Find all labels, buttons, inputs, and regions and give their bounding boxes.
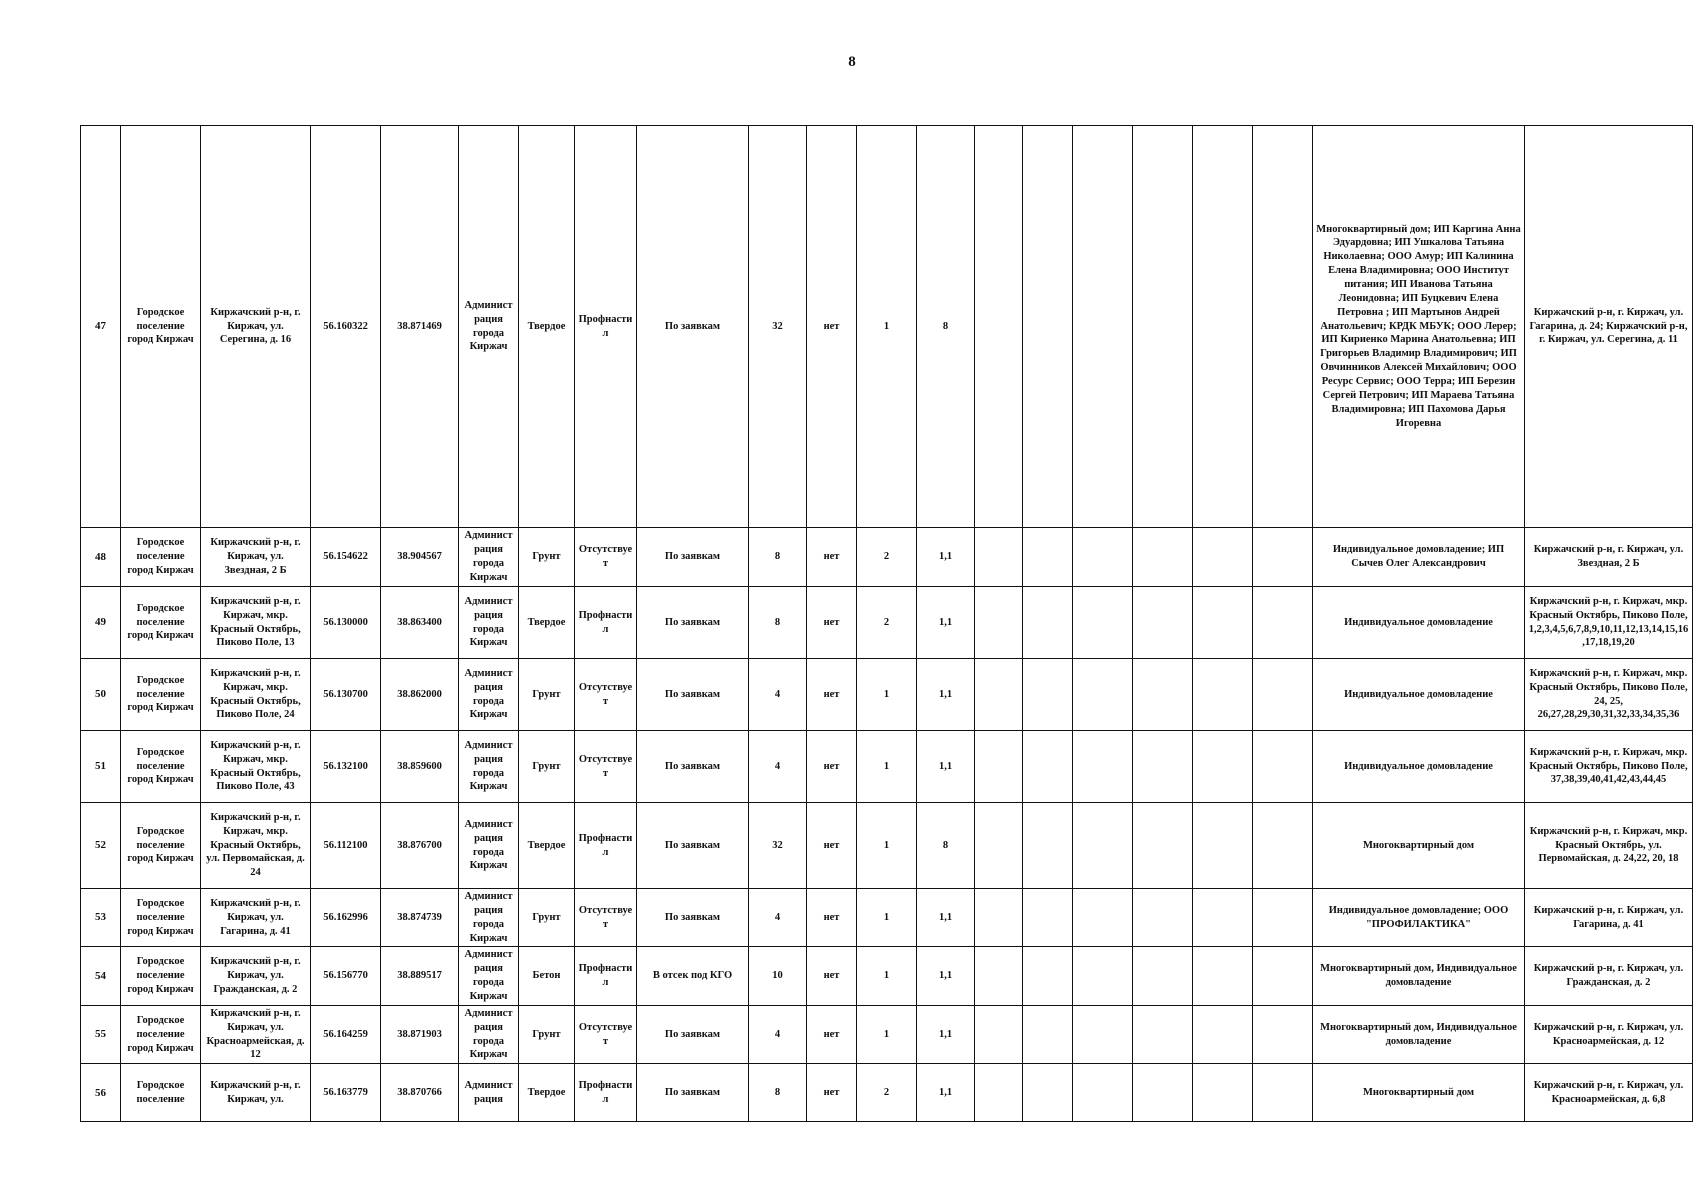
fence-cell: Отсутствует	[575, 528, 637, 587]
empty-cell	[975, 659, 1023, 731]
fence-cell: Профнастил	[575, 126, 637, 528]
address-cell: Киржачский р-н, г. Киржач, ул. Красноармейская, д. 12	[201, 1005, 311, 1063]
container-count-cell: 1	[857, 659, 917, 731]
surface-cell: Грунт	[519, 1005, 575, 1063]
settlement-cell: Городское поселение город Киржач	[121, 587, 201, 659]
empty-cell	[1073, 731, 1133, 803]
fence-cell: Отсутствует	[575, 731, 637, 803]
empty-cell	[1253, 731, 1313, 803]
schedule-cell: По заявкам	[637, 1064, 749, 1122]
empty-cell	[1073, 659, 1133, 731]
owner-cell: Администрация города Киржач	[459, 889, 519, 947]
row-number: 48	[81, 528, 121, 587]
empty-cell	[1023, 889, 1073, 947]
served-addresses-cell: Киржачский р-н, г. Киржач, ул. Звездная, 2 Б	[1525, 528, 1693, 587]
longitude-cell: 38.871469	[381, 126, 459, 528]
empty-cell	[1193, 803, 1253, 889]
settlement-cell: Городское поселение	[121, 1064, 201, 1122]
address-cell: Киржачский р-н, г. Киржач, ул. Гагарина, д. 41	[201, 889, 311, 947]
waste-sources-cell: Индивидуальное домовладение	[1313, 659, 1525, 731]
extra-cell: нет	[807, 659, 857, 731]
latitude-cell: 56.130000	[311, 587, 381, 659]
empty-cell	[1133, 587, 1193, 659]
fence-cell: Отсутствует	[575, 889, 637, 947]
surface-cell: Грунт	[519, 889, 575, 947]
row-number: 53	[81, 889, 121, 947]
empty-cell	[1073, 889, 1133, 947]
row-number: 52	[81, 803, 121, 889]
extra-cell: нет	[807, 731, 857, 803]
fence-cell: Профнастил	[575, 1064, 637, 1122]
waste-sources-cell: Многоквартирный дом; ИП Каргина Анна Эдуардовна; ИП Ушкалова Татьяна Николаевна; ООО Амур; ИП Калинина Елена Владимировна; ООО Институт питания; ИП Иванова Татьяна Леонидовна; ИП Буцкевич Елена Петровна ; ИП Мартынов Андрей Анатольевич; КРДК МБУК; ООО Лерер; ИП Кириенко Марина Анатольевна; ИП Григорьев Владимир Владимирович; ИП Овчинников Алексей Михайлович; ООО Ресурс Сервис; ООО Терра; ИП Березин Сергей Петрович; ИП Мараева Татьяна Владимировна; ИП Пахомова Дарья Игоревна	[1313, 126, 1525, 528]
address-cell: Киржачский р-н, г. Киржач, ул. Звездная, 2 Б	[201, 528, 311, 587]
longitude-cell: 38.889517	[381, 947, 459, 1005]
latitude-cell: 56.160322	[311, 126, 381, 528]
row-number: 47	[81, 126, 121, 528]
empty-cell	[1253, 528, 1313, 587]
extra-cell: нет	[807, 1064, 857, 1122]
empty-cell	[1073, 1064, 1133, 1122]
empty-cell	[975, 1064, 1023, 1122]
container-count-cell: 1	[857, 1005, 917, 1063]
empty-cell	[975, 947, 1023, 1005]
table-row	[81, 1005, 1693, 1063]
capacity-cell: 32	[749, 803, 807, 889]
waste-sources-cell: Многоквартирный дом, Индивидуальное домовладение	[1313, 947, 1525, 1005]
waste-sites-table	[80, 125, 1693, 1122]
schedule-cell: По заявкам	[637, 731, 749, 803]
container-volume-cell: 1,1	[917, 1005, 975, 1063]
container-volume-cell: 1,1	[917, 731, 975, 803]
empty-cell	[1023, 1064, 1073, 1122]
schedule-cell: По заявкам	[637, 659, 749, 731]
empty-cell	[1073, 1005, 1133, 1063]
page-number: 8	[848, 54, 856, 70]
address-cell: Киржачский р-н, г. Киржач, мкр. Красный Октябрь, Пиково Поле, 24	[201, 659, 311, 731]
served-addresses-cell: Киржачский р-н, г. Киржач, мкр. Красный Октябрь, Пиково Поле, 37,38,39,40,41,42,43,44,45	[1525, 731, 1693, 803]
capacity-cell: 8	[749, 528, 807, 587]
row-number: 50	[81, 659, 121, 731]
fence-cell: Профнастил	[575, 587, 637, 659]
empty-cell	[1023, 659, 1073, 731]
address-cell: Киржачский р-н, г. Киржач, ул.	[201, 1064, 311, 1122]
empty-cell	[1133, 1064, 1193, 1122]
address-cell: Киржачский р-н, г. Киржач, ул. Гражданская, д. 2	[201, 947, 311, 1005]
address-cell: Киржачский р-н, г. Киржач, мкр. Красный Октябрь, Пиково Поле, 43	[201, 731, 311, 803]
served-addresses-cell: Киржачский р-н, г. Киржач, ул. Гагарина, д. 24; Киржачский р-н, г. Киржач, ул. Серегина, д. 11	[1525, 126, 1693, 528]
empty-cell	[1073, 803, 1133, 889]
settlement-cell: Городское поселение город Киржач	[121, 889, 201, 947]
schedule-cell: По заявкам	[637, 1005, 749, 1063]
empty-cell	[1023, 803, 1073, 889]
surface-cell: Грунт	[519, 528, 575, 587]
surface-cell: Грунт	[519, 731, 575, 803]
served-addresses-cell: Киржачский р-н, г. Киржач, мкр. Красный Октябрь, ул. Первомайская, д. 24,22, 20, 18	[1525, 803, 1693, 889]
capacity-cell: 4	[749, 1005, 807, 1063]
owner-cell: Администрация города Киржач	[459, 126, 519, 528]
empty-cell	[1023, 947, 1073, 1005]
extra-cell: нет	[807, 528, 857, 587]
empty-cell	[1133, 947, 1193, 1005]
waste-sources-cell: Индивидуальное домовладение	[1313, 587, 1525, 659]
latitude-cell: 56.164259	[311, 1005, 381, 1063]
empty-cell	[1253, 947, 1313, 1005]
schedule-cell: По заявкам	[637, 587, 749, 659]
surface-cell: Грунт	[519, 659, 575, 731]
extra-cell: нет	[807, 889, 857, 947]
container-volume-cell: 8	[917, 803, 975, 889]
latitude-cell: 56.163779	[311, 1064, 381, 1122]
row-number: 55	[81, 1005, 121, 1063]
owner-cell: Администрация города Киржач	[459, 528, 519, 587]
table-row	[81, 947, 1693, 1005]
empty-cell	[975, 889, 1023, 947]
served-addresses-cell: Киржачский р-н, г. Киржач, ул. Красноармейская, д. 6,8	[1525, 1064, 1693, 1122]
table-row	[81, 1064, 1693, 1122]
latitude-cell: 56.156770	[311, 947, 381, 1005]
empty-cell	[1193, 126, 1253, 528]
served-addresses-cell: Киржачский р-н, г. Киржач, ул. Гражданская, д. 2	[1525, 947, 1693, 1005]
longitude-cell: 38.870766	[381, 1064, 459, 1122]
owner-cell: Администрация города Киржач	[459, 803, 519, 889]
owner-cell: Администрация города Киржач	[459, 731, 519, 803]
empty-cell	[1193, 947, 1253, 1005]
waste-sources-cell: Многоквартирный дом, Индивидуальное домовладение	[1313, 1005, 1525, 1063]
empty-cell	[1193, 587, 1253, 659]
longitude-cell: 38.874739	[381, 889, 459, 947]
surface-cell: Бетон	[519, 947, 575, 1005]
container-volume-cell: 1,1	[917, 1064, 975, 1122]
table-row	[81, 889, 1693, 947]
empty-cell	[1023, 126, 1073, 528]
waste-sources-cell: Индивидуальное домовладение; ИП Сычев Олег Александрович	[1313, 528, 1525, 587]
owner-cell: Администрация города Киржач	[459, 1005, 519, 1063]
empty-cell	[1073, 528, 1133, 587]
schedule-cell: По заявкам	[637, 126, 749, 528]
container-count-cell: 1	[857, 731, 917, 803]
empty-cell	[1133, 528, 1193, 587]
extra-cell: нет	[807, 126, 857, 528]
container-volume-cell: 1,1	[917, 947, 975, 1005]
empty-cell	[1253, 587, 1313, 659]
latitude-cell: 56.154622	[311, 528, 381, 587]
empty-cell	[1133, 889, 1193, 947]
empty-cell	[1193, 1005, 1253, 1063]
latitude-cell: 56.112100	[311, 803, 381, 889]
table-row	[81, 731, 1693, 803]
settlement-cell: Городское поселение город Киржач	[121, 528, 201, 587]
settlement-cell: Городское поселение город Киржач	[121, 1005, 201, 1063]
container-volume-cell: 1,1	[917, 587, 975, 659]
waste-sources-cell: Многоквартирный дом	[1313, 1064, 1525, 1122]
capacity-cell: 8	[749, 1064, 807, 1122]
latitude-cell: 56.162996	[311, 889, 381, 947]
fence-cell: Отсутствует	[575, 1005, 637, 1063]
container-count-cell: 2	[857, 587, 917, 659]
empty-cell	[1193, 1064, 1253, 1122]
longitude-cell: 38.871903	[381, 1005, 459, 1063]
served-addresses-cell: Киржачский р-н, г. Киржач, мкр. Красный Октябрь, Пиково Поле, 24, 25, 26,27,28,29,30,31,32,33,34,35,36	[1525, 659, 1693, 731]
settlement-cell: Городское поселение город Киржач	[121, 947, 201, 1005]
table-row	[81, 126, 1693, 528]
extra-cell: нет	[807, 587, 857, 659]
fence-cell: Профнастил	[575, 947, 637, 1005]
surface-cell: Твердое	[519, 587, 575, 659]
table-row	[81, 528, 1693, 587]
empty-cell	[1253, 1005, 1313, 1063]
empty-cell	[1253, 126, 1313, 528]
empty-cell	[975, 126, 1023, 528]
owner-cell: Администрация города Киржач	[459, 947, 519, 1005]
waste-sources-cell: Индивидуальное домовладение; ООО "ПРОФИЛАКТИКА"	[1313, 889, 1525, 947]
table-row	[81, 803, 1693, 889]
empty-cell	[1253, 803, 1313, 889]
capacity-cell: 10	[749, 947, 807, 1005]
served-addresses-cell: Киржачский р-н, г. Киржач, мкр. Красный Октябрь, Пиково Поле, 1,2,3,4,5,6,7,8,9,10,11,12,13,14,15,16,17,18,19,20	[1525, 587, 1693, 659]
empty-cell	[975, 587, 1023, 659]
container-volume-cell: 1,1	[917, 659, 975, 731]
longitude-cell: 38.876700	[381, 803, 459, 889]
address-cell: Киржачский р-н, г. Киржач, мкр. Красный Октябрь, Пиково Поле, 13	[201, 587, 311, 659]
longitude-cell: 38.904567	[381, 528, 459, 587]
extra-cell: нет	[807, 803, 857, 889]
extra-cell: нет	[807, 947, 857, 1005]
empty-cell	[1193, 889, 1253, 947]
empty-cell	[1193, 528, 1253, 587]
container-count-cell: 1	[857, 947, 917, 1005]
owner-cell: Администрация	[459, 1064, 519, 1122]
served-addresses-cell: Киржачский р-н, г. Киржач, ул. Красноармейская, д. 12	[1525, 1005, 1693, 1063]
schedule-cell: В отсек под КГО	[637, 947, 749, 1005]
container-volume-cell: 1,1	[917, 528, 975, 587]
settlement-cell: Городское поселение город Киржач	[121, 731, 201, 803]
schedule-cell: По заявкам	[637, 889, 749, 947]
container-count-cell: 2	[857, 528, 917, 587]
table-row	[81, 587, 1693, 659]
settlement-cell: Городское поселение город Киржач	[121, 126, 201, 528]
empty-cell	[1023, 1005, 1073, 1063]
capacity-cell: 32	[749, 126, 807, 528]
served-addresses-cell: Киржачский р-н, г. Киржач, ул. Гагарина, д. 41	[1525, 889, 1693, 947]
empty-cell	[975, 528, 1023, 587]
owner-cell: Администрация города Киржач	[459, 587, 519, 659]
container-volume-cell: 1,1	[917, 889, 975, 947]
capacity-cell: 4	[749, 659, 807, 731]
extra-cell: нет	[807, 1005, 857, 1063]
schedule-cell: По заявкам	[637, 528, 749, 587]
empty-cell	[975, 803, 1023, 889]
empty-cell	[1073, 126, 1133, 528]
waste-sources-cell: Индивидуальное домовладение	[1313, 731, 1525, 803]
longitude-cell: 38.862000	[381, 659, 459, 731]
empty-cell	[1253, 1064, 1313, 1122]
empty-cell	[1133, 803, 1193, 889]
capacity-cell: 8	[749, 587, 807, 659]
settlement-cell: Городское поселение город Киржач	[121, 659, 201, 731]
address-cell: Киржачский р-н, г. Киржач, ул. Серегина, д. 16	[201, 126, 311, 528]
capacity-cell: 4	[749, 731, 807, 803]
fence-cell: Профнастил	[575, 803, 637, 889]
row-number: 54	[81, 947, 121, 1005]
empty-cell	[1073, 947, 1133, 1005]
schedule-cell: По заявкам	[637, 803, 749, 889]
container-volume-cell: 8	[917, 126, 975, 528]
empty-cell	[1253, 889, 1313, 947]
address-cell: Киржачский р-н, г. Киржач, мкр. Красный Октябрь, ул. Первомайская, д. 24	[201, 803, 311, 889]
fence-cell: Отсутствует	[575, 659, 637, 731]
surface-cell: Твердое	[519, 803, 575, 889]
surface-cell: Твердое	[519, 1064, 575, 1122]
container-count-cell: 1	[857, 126, 917, 528]
empty-cell	[1073, 587, 1133, 659]
empty-cell	[1023, 528, 1073, 587]
empty-cell	[975, 731, 1023, 803]
empty-cell	[975, 1005, 1023, 1063]
empty-cell	[1133, 731, 1193, 803]
container-count-cell: 2	[857, 1064, 917, 1122]
empty-cell	[1133, 659, 1193, 731]
waste-sources-cell: Многоквартирный дом	[1313, 803, 1525, 889]
longitude-cell: 38.863400	[381, 587, 459, 659]
latitude-cell: 56.130700	[311, 659, 381, 731]
latitude-cell: 56.132100	[311, 731, 381, 803]
empty-cell	[1023, 731, 1073, 803]
empty-cell	[1193, 659, 1253, 731]
table-row	[81, 659, 1693, 731]
empty-cell	[1133, 126, 1193, 528]
container-count-cell: 1	[857, 803, 917, 889]
owner-cell: Администрация города Киржач	[459, 659, 519, 731]
surface-cell: Твердое	[519, 126, 575, 528]
empty-cell	[1193, 731, 1253, 803]
longitude-cell: 38.859600	[381, 731, 459, 803]
empty-cell	[1133, 1005, 1193, 1063]
settlement-cell: Городское поселение город Киржач	[121, 803, 201, 889]
container-count-cell: 1	[857, 889, 917, 947]
row-number: 49	[81, 587, 121, 659]
row-number: 56	[81, 1064, 121, 1122]
row-number: 51	[81, 731, 121, 803]
empty-cell	[1253, 659, 1313, 731]
capacity-cell: 4	[749, 889, 807, 947]
empty-cell	[1023, 587, 1073, 659]
